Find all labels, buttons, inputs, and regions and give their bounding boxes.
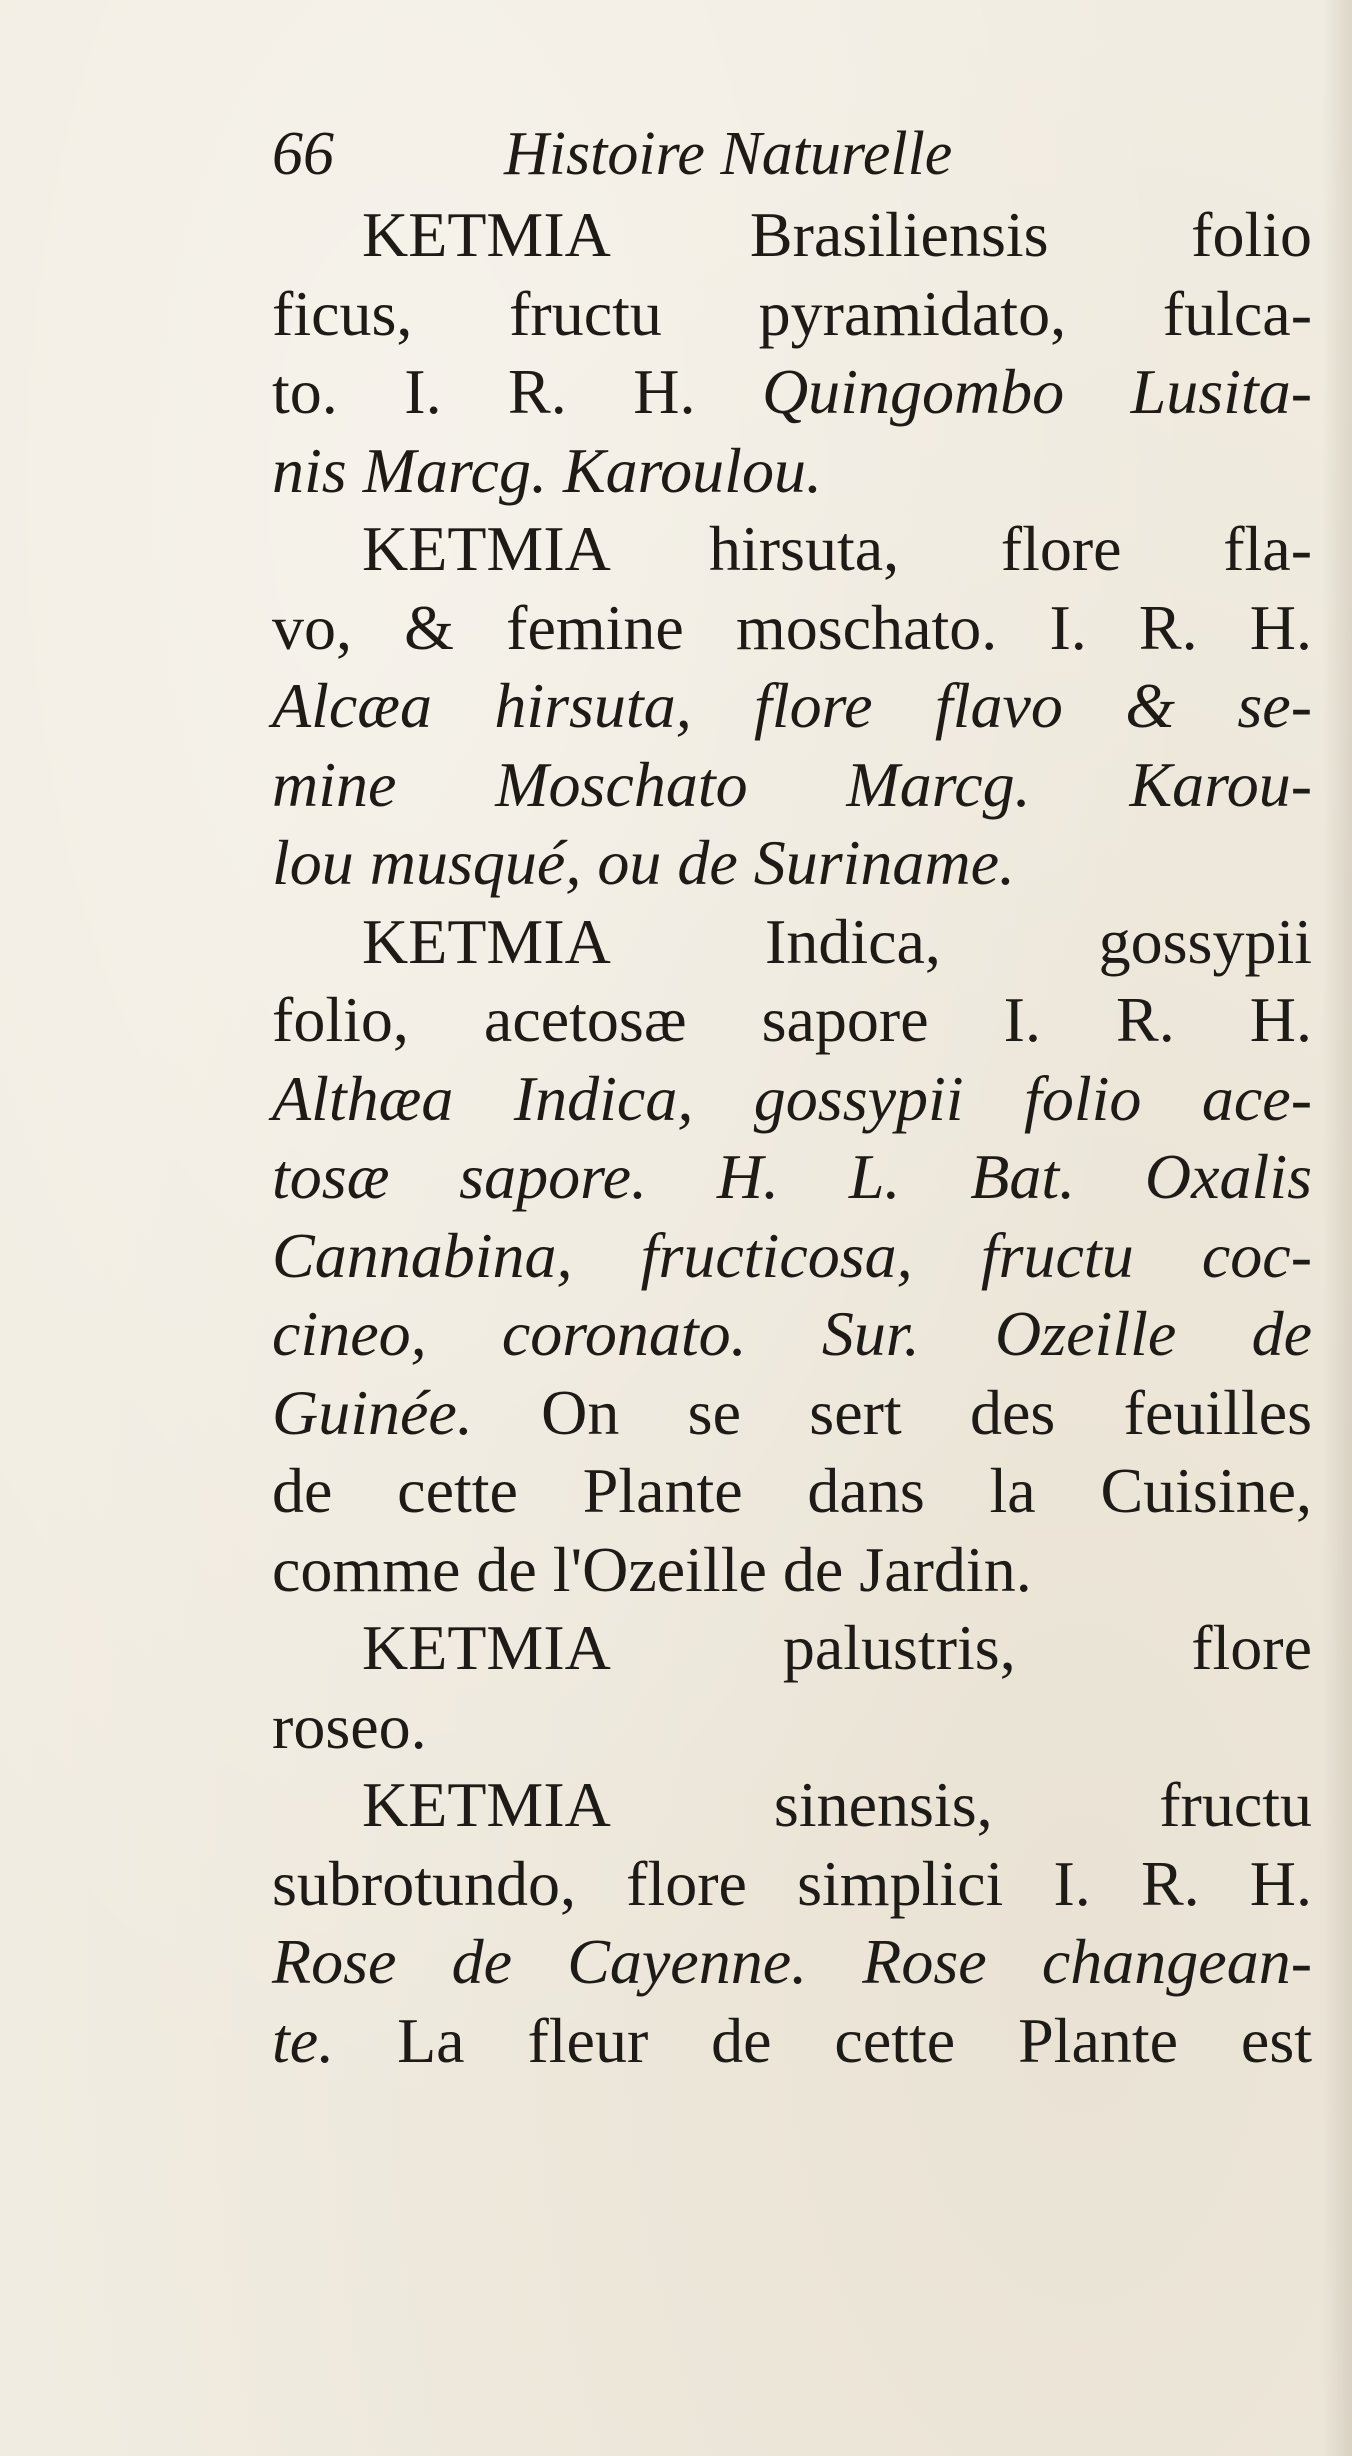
text-line: KETMIA hirsuta, flore fla- [362, 513, 1312, 584]
body-text [272, 196, 1312, 2080]
text-line: Alcæa hirsuta, flore flavo & se- [272, 670, 1312, 741]
page-number: 66 [272, 120, 334, 188]
text-line: roseo. [272, 1690, 427, 1762]
text-line: KETMIA sinensis, fructu [362, 1769, 1312, 1840]
text-line: nis Marcg. Karoulou. [272, 434, 822, 506]
text-line: Cannabina, fructicosa, fructu coc- [272, 1219, 1312, 1291]
text-line: Guinée. On se sert des feuilles [272, 1376, 1312, 1448]
text-line: Rose de Cayenne. Rose changean- [272, 1926, 1312, 1997]
text-line: vo, & femine moschato. I. R. H. [272, 591, 1312, 663]
running-header [272, 114, 1172, 194]
text-line: folio, acetosæ sapore I. R. H. [272, 984, 1312, 1055]
page-edge-shadow [1322, 0, 1352, 2456]
text-line: mine Moschato Marcg. Karou- [272, 748, 1312, 820]
text-line: tosæ sapore. H. L. Bat. Oxalis [272, 1141, 1312, 1212]
text-line: cineo, coronato. Sur. Ozeille de [272, 1298, 1312, 1369]
text-line: KETMIA Indica, gossypii [362, 905, 1312, 977]
text-line: comme de l'Ozeille de Jardin. [272, 1533, 1032, 1605]
text-line: KETMIA palustris, flore [362, 1612, 1312, 1683]
text-line: lou musqué, ou de Suriname. [272, 827, 1016, 898]
text-line: de cette Plante dans la Cuisine, [272, 1455, 1312, 1526]
text-line: ficus, fructu pyramidato, fulca- [272, 277, 1312, 349]
text-line: to. I. R. H. Quingombo Lusita- [272, 356, 1313, 427]
text-line: Althæa Indica, gossypii folio ace- [272, 1062, 1312, 1134]
running-title: Histoire Naturelle [504, 120, 953, 188]
text-line: te. La fleur de cette Plante est [272, 2004, 1312, 2076]
text-line: KETMIA Brasiliensis folio [362, 199, 1312, 270]
text-line: subrotundo, flore simplici I. R. H. [272, 1847, 1312, 1919]
